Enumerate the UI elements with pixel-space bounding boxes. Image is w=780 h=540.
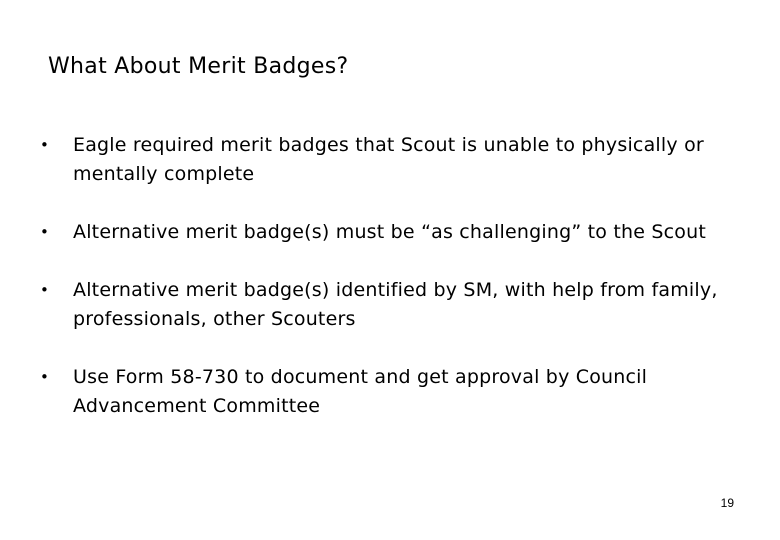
bullet-dot-icon: •: [40, 368, 50, 386]
bullet-text: Alternative merit badge(s) identified by SM, with help from family, professionals, other Scouters: [73, 279, 718, 330]
bullet-dot-icon: •: [40, 136, 50, 154]
bullet-item: [40, 218, 750, 247]
bullet-list: [40, 131, 750, 450]
bullet-item: [40, 276, 750, 334]
bullet-dot-icon: •: [40, 223, 50, 241]
bullet-item: [40, 131, 750, 189]
bullet-text: Eagle required merit badges that Scout is unable to physically or mentally complete: [73, 134, 704, 185]
bullet-text: Use Form 58-730 to document and get approval by Council Advancement Committee: [73, 366, 648, 417]
bullet-text: Alternative merit badge(s) must be “as challenging” to the Scout: [73, 221, 706, 243]
bullet-dot-icon: •: [40, 281, 50, 299]
page-number: 19: [720, 496, 734, 510]
slide-title: What About Merit Badges?: [48, 54, 349, 79]
bullet-item: [40, 363, 750, 421]
